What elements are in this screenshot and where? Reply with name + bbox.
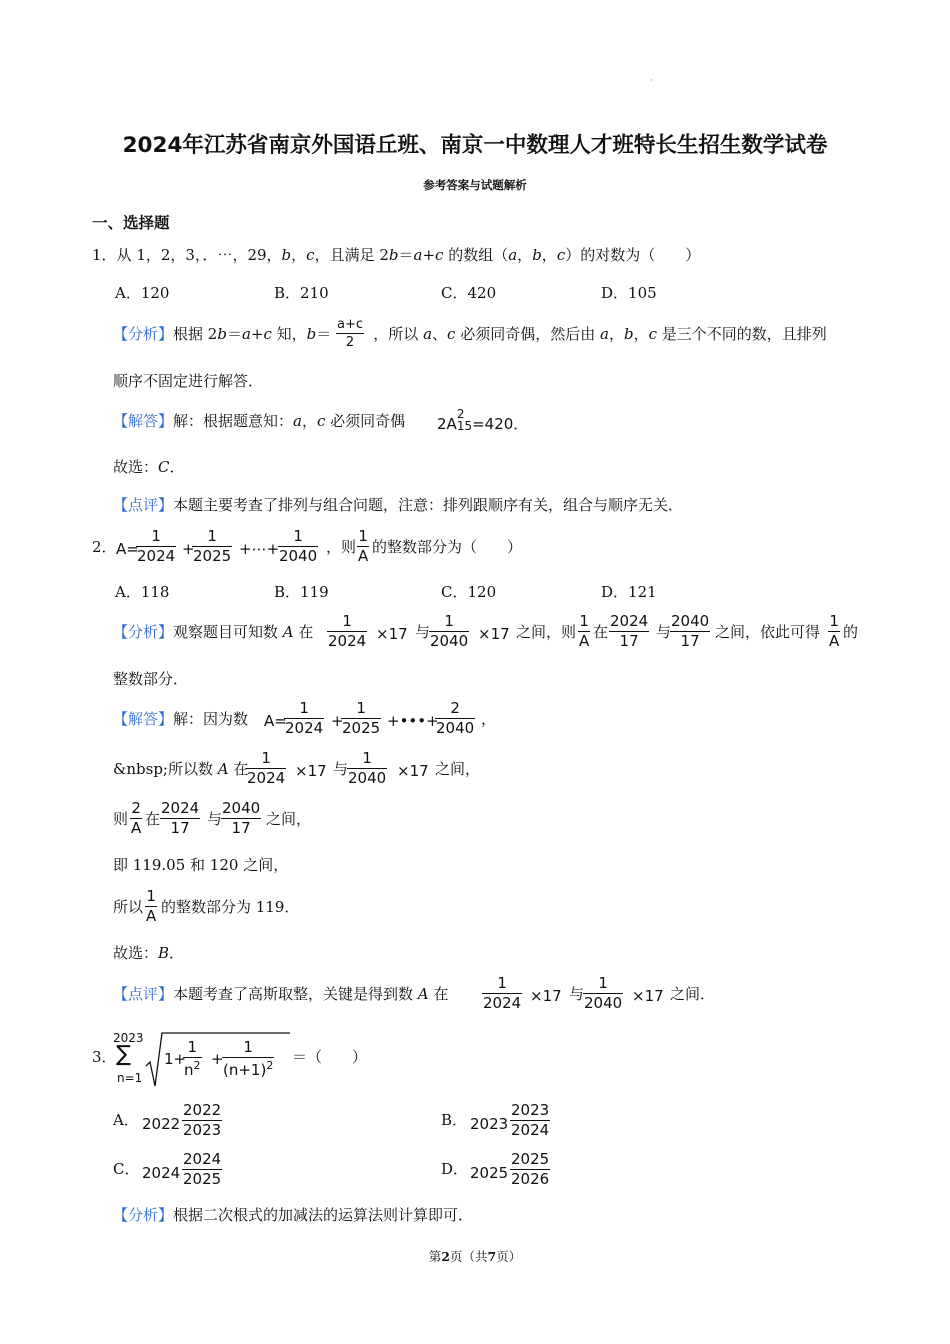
page-title: 2024年江苏省南京外国语丘班、南京一中数理人才班特长生招生数学试卷 (122, 133, 828, 158)
q1-analysis-text: ， (608, 325, 624, 343)
q2-lhs: A= (116, 540, 139, 558)
q2-answer (113, 712, 248, 727)
q2-analysis-text: 观察题目可知数 (173, 623, 283, 641)
q2-analysis-text: 之间，依此可得 (715, 623, 821, 641)
denominator-base: (n+1) (223, 1061, 267, 1079)
q1-comment (113, 498, 683, 513)
numerator: 1 (362, 749, 372, 767)
plus-sign: + (211, 1050, 224, 1068)
denominator (183, 1057, 202, 1078)
fraction-1-over-2025 (341, 701, 381, 736)
numerator: 1 (146, 887, 156, 905)
q2-comment (113, 987, 448, 1002)
section-heading: 一、选择题 (92, 214, 170, 232)
conj-yu: 与 (569, 985, 585, 1003)
var-A: A (282, 623, 294, 641)
numerator: 1 (293, 527, 303, 545)
formula-scripts (457, 408, 472, 432)
permutation-formula (437, 407, 529, 434)
q1-answer-text: 必须同奇偶 (325, 412, 406, 430)
q2-answer-line2 (113, 762, 248, 777)
plus-sign: + (331, 712, 344, 730)
denominator: 2023 (183, 1121, 222, 1139)
fraction-1-over-2040 (347, 751, 387, 786)
q2-analysis-text: 的 (843, 623, 859, 641)
var-a: a (599, 325, 609, 343)
fraction-a-plus-c-over-2 (336, 318, 364, 349)
var-b: b (388, 246, 399, 264)
numerator: 1 (829, 612, 839, 630)
fraction-1-over-2024 (246, 751, 286, 786)
q1-stem-text: ， (541, 246, 557, 264)
q1-comment-text: 本题主要考查了排列与组合问题，注意：排列跟顺序有关，组合与顺序无关． (173, 496, 684, 514)
var-a: a (508, 246, 518, 264)
fraction-1-over-2040 (429, 614, 469, 649)
expr-a-plus-c: a+c (413, 246, 444, 264)
denominator: 2025 (342, 719, 381, 737)
conj-yu: 与 (207, 810, 223, 828)
fraction-2024-over-17 (609, 614, 649, 649)
var-b: b (306, 325, 317, 343)
q2-answer-line4: 即 119.05 和 120 之间， (113, 856, 289, 874)
q1-analysis-text: 是三个不同的数，且排列 (656, 325, 827, 343)
q2-stem-mid: ，则 (326, 538, 357, 556)
sum-lower-limit: n=1 (117, 1071, 143, 1085)
var-c: c (447, 325, 456, 343)
q1-option-c: C．420 (441, 284, 497, 302)
q1-analysis-text: ＝ (226, 325, 242, 343)
times-17: ×17 (530, 987, 562, 1005)
fraction-1-over-n-squared (183, 1040, 202, 1078)
numerator: 2022 (183, 1101, 222, 1119)
numerator: 2024 (161, 799, 200, 817)
denominator: 17 (670, 631, 710, 649)
q3-option-d-label: D． (441, 1160, 469, 1178)
numerator: 1 (261, 749, 271, 767)
q3-option-b-label: B． (441, 1111, 468, 1129)
superscript: 2 (456, 407, 465, 421)
conj-zai: 在 (593, 623, 609, 641)
q2-analysis-line2: 整数部分． (113, 670, 189, 688)
denominator: 2024 (511, 1121, 550, 1139)
q1-analysis-text: 必须同奇偶，然后由 (455, 325, 600, 343)
subscript: 15 (456, 419, 473, 433)
q2-option-a: A．118 (115, 583, 170, 601)
denominator: 2040 (436, 719, 475, 737)
expr-a-plus-c: a+c (241, 325, 272, 343)
denominator: 2024 (483, 994, 522, 1012)
var-b: b (623, 325, 634, 343)
times-17: ×17 (632, 987, 664, 1005)
radical-one-plus: 1+ (164, 1050, 187, 1068)
q1-analysis-text: ， (633, 325, 649, 343)
q3-option-d-fraction (510, 1152, 550, 1187)
q1-stem (92, 248, 700, 263)
footer-text: 页（共 (449, 1249, 488, 1264)
q3-option-a-fraction (182, 1103, 222, 1138)
q2-option-b: B．119 (274, 583, 329, 601)
q1-option-b: B．210 (274, 284, 329, 302)
numerator: 2 (131, 799, 141, 817)
numerator: 1 (207, 527, 217, 545)
formula-result: =420 (472, 415, 514, 433)
fraction-1-over-A (357, 529, 369, 564)
denominator: A (358, 547, 369, 565)
q2-comment-text: 本题考查了高斯取整，关键是得到数 (173, 985, 418, 1003)
q1-analysis-line2: 顺序不固定进行解答． (113, 372, 264, 390)
ellipsis-plus: +•••+ (387, 712, 439, 730)
fraction-1-over-2024 (136, 529, 176, 564)
q2-comment-text: 之间． (670, 985, 716, 1003)
q3-option-d-whole: 2025 (470, 1164, 509, 1182)
q3-option-c-label: C． (113, 1160, 140, 1178)
fraction-1-over-A (578, 614, 590, 649)
conj-zai: 在 (145, 810, 161, 828)
var-c: c (556, 246, 566, 264)
denominator: 2024 (285, 719, 324, 737)
numerator: 1 (243, 1038, 253, 1056)
q2-stem-tail: 的整数部分为（ ） (372, 538, 523, 556)
denominator: A (146, 907, 157, 925)
q3-number: 3． (92, 1048, 117, 1066)
q1-analysis (113, 327, 827, 342)
var-a: a (423, 325, 433, 343)
numerator: 1 (497, 974, 507, 992)
q2-choice (113, 946, 184, 961)
q3-option-c-whole: 2024 (142, 1164, 181, 1182)
numerator: a+c (337, 317, 364, 332)
times-17: ×17 (478, 625, 510, 643)
q2-answer-line3: 则 (113, 810, 129, 828)
q1-stem-text: ，且满足 2 (314, 246, 389, 264)
q2-analysis-text: 在 (293, 623, 314, 641)
q3-option-b-whole: 2023 (470, 1115, 509, 1133)
fraction-2040-over-17 (670, 614, 710, 649)
numerator: 1 (579, 612, 589, 630)
fraction-2-over-2040 (435, 701, 475, 736)
q1-answer (113, 414, 405, 429)
var-b: b (532, 246, 542, 264)
formula-2A: 2A (437, 415, 457, 433)
numerator: 2024 (610, 612, 649, 630)
q2-analysis-text: 之间，则 (516, 623, 577, 641)
q1-stem-text: 的数组（ (443, 246, 509, 264)
comment-tag: 【点评】 (113, 985, 174, 1003)
var-b: b (281, 246, 292, 264)
plus-sign: + (182, 540, 195, 558)
denominator-base: n (184, 1061, 194, 1079)
comma: ， (481, 710, 497, 728)
denominator: 2024 (247, 769, 286, 787)
q3-analysis (113, 1208, 473, 1223)
analysis-tag: 【分析】 (113, 1206, 174, 1224)
analysis-tag: 【分析】 (113, 325, 174, 343)
numerator: 1 (358, 527, 368, 545)
times-17: ×17 (397, 762, 429, 780)
var-A: A (217, 760, 229, 778)
numerator: 1 (299, 699, 309, 717)
numerator: 1 (356, 699, 366, 717)
q2-comment-text: 在 (428, 985, 449, 1003)
conj-yu: 与 (415, 623, 431, 641)
q1-stem-text: ， (517, 246, 533, 264)
q1-analysis-text: 根据 2 (173, 325, 218, 343)
numerator: 2040 (222, 799, 261, 817)
numerator: 2040 (671, 612, 710, 630)
var-b: b (217, 325, 227, 343)
q1-stem-text: 从 1，2，3，．⋯，29， (116, 246, 282, 264)
fraction-2040-over-17 (221, 801, 261, 836)
fraction-1-over-2024 (482, 976, 522, 1011)
fraction-2-over-A (130, 801, 142, 836)
q1-option-a: A．120 (115, 284, 170, 302)
q1-number: 1． (92, 246, 117, 264)
conj-yu: 与 (333, 760, 349, 778)
numerator: 1 (444, 612, 454, 630)
comment-tag: 【点评】 (113, 496, 174, 514)
denominator (222, 1057, 274, 1078)
times-17: ×17 (295, 762, 327, 780)
choice-label: 故选： (113, 458, 159, 476)
conj-yu: 与 (656, 623, 672, 641)
var-c: c (317, 412, 326, 430)
fraction-1-over-A (828, 614, 840, 649)
denominator: 2024 (328, 632, 367, 650)
denominator: 2024 (137, 547, 176, 565)
page-number: 2 (441, 1249, 450, 1264)
numerator: 1 (187, 1038, 198, 1056)
q3-option-b-fraction (510, 1103, 550, 1138)
q2-answer-text: 的整数部分为 119． (161, 898, 300, 916)
q3-analysis-text: 根据二次根式的加减法的运算法则计算即可． (173, 1206, 474, 1224)
q1-choice (113, 460, 185, 475)
ellipsis-plus: +⋯+ (239, 540, 280, 558)
sum-upper-limit: 2023 (113, 1031, 144, 1045)
denominator: 2 (336, 333, 364, 349)
denominator: 17 (609, 631, 649, 649)
choice-letter: C (158, 458, 170, 476)
var-A: A (417, 985, 429, 1003)
numerator: 1 (598, 974, 608, 992)
numerator: 2024 (183, 1150, 222, 1168)
denominator: 2040 (430, 632, 469, 650)
q1-stem-text: ＝ (398, 246, 414, 264)
fraction-1-over-2024 (327, 614, 367, 649)
q1-analysis-text: ＝ (316, 325, 332, 343)
answer-tag: 【解答】 (113, 412, 174, 430)
numerator: 2 (450, 699, 460, 717)
fraction-1-over-2040 (583, 976, 623, 1011)
analysis-tag: 【分析】 (113, 623, 174, 641)
denominator: 17 (221, 818, 261, 836)
q3-option-a-label: A． (113, 1111, 139, 1129)
q1-option-d: D．105 (601, 284, 657, 302)
page-total: 7 (487, 1249, 497, 1264)
denominator: A (579, 632, 590, 650)
q2-answer-line5: 所以 (113, 898, 144, 916)
fraction-1-over-2025 (192, 529, 232, 564)
choice-end: ． (169, 944, 185, 962)
numerator: 1 (151, 527, 161, 545)
fraction-2024-over-17 (160, 801, 200, 836)
q1-answer-text: 解：根据题意知： (173, 412, 294, 430)
page-footer (0, 1247, 950, 1265)
denominator: 2040 (584, 994, 623, 1012)
denominator: 2040 (279, 547, 318, 565)
period: ． (513, 415, 529, 433)
page-subtitle: 参考答案与试题解析 (423, 178, 527, 192)
q2-option-c: C．120 (441, 583, 497, 601)
denominator: 17 (160, 818, 200, 836)
q2-answer-text: 之间， (266, 810, 312, 828)
times-17: ×17 (376, 625, 408, 643)
choice-end: ． (169, 458, 185, 476)
header-dot: · (650, 76, 653, 85)
q2-answer-text: 解：因为数 (173, 710, 249, 728)
fraction-1-over-A (145, 889, 157, 924)
var-c: c (306, 246, 315, 264)
var-c: c (648, 325, 657, 343)
fraction-1-over-2024 (284, 701, 324, 736)
numerator: 2025 (511, 1150, 550, 1168)
choice-letter: B (158, 944, 170, 962)
q1-analysis-text: 、 (432, 325, 448, 343)
denominator: 2025 (183, 1170, 222, 1188)
var-a: a (293, 412, 302, 430)
q2-answer-text: 在 (228, 760, 249, 778)
q3-option-a-whole: 2022 (142, 1115, 181, 1133)
answer-lhs: A= (264, 712, 287, 730)
q1-stem-text: ）的对数为（ ） (565, 246, 701, 264)
numerator: 1 (342, 612, 352, 630)
denominator: 2040 (348, 769, 387, 787)
exponent: 2 (193, 1059, 201, 1072)
footer-text: 第 (428, 1249, 442, 1264)
q2-number: 2． (92, 538, 117, 556)
fraction-1-over-2040 (278, 529, 318, 564)
denominator: 2025 (193, 547, 232, 565)
exponent: 2 (266, 1059, 274, 1072)
numerator: 2023 (511, 1101, 550, 1119)
fraction-1-over-n-plus-1-squared (222, 1040, 274, 1078)
footer-text: 页） (496, 1249, 522, 1264)
answer-tag: 【解答】 (113, 710, 174, 728)
q1-analysis-text: ，所以 (373, 325, 424, 343)
q2-analysis (113, 625, 313, 640)
q2-answer-text: &nbsp;所以数 (113, 760, 218, 778)
q2-option-d: D．121 (601, 583, 657, 601)
denominator: 2026 (511, 1170, 550, 1188)
q1-answer-text: ， (301, 412, 317, 430)
choice-label: 故选： (113, 944, 159, 962)
q3-stem-tail: ＝（ ） (292, 1048, 368, 1066)
sigma-icon: ∑ (116, 1042, 131, 1067)
denominator: A (829, 632, 840, 650)
q1-stem-text: ， (291, 246, 307, 264)
q1-analysis-text: 知， (271, 325, 307, 343)
q3-option-c-fraction (182, 1152, 222, 1187)
denominator: A (131, 819, 142, 837)
q2-answer-text: 之间， (435, 760, 481, 778)
